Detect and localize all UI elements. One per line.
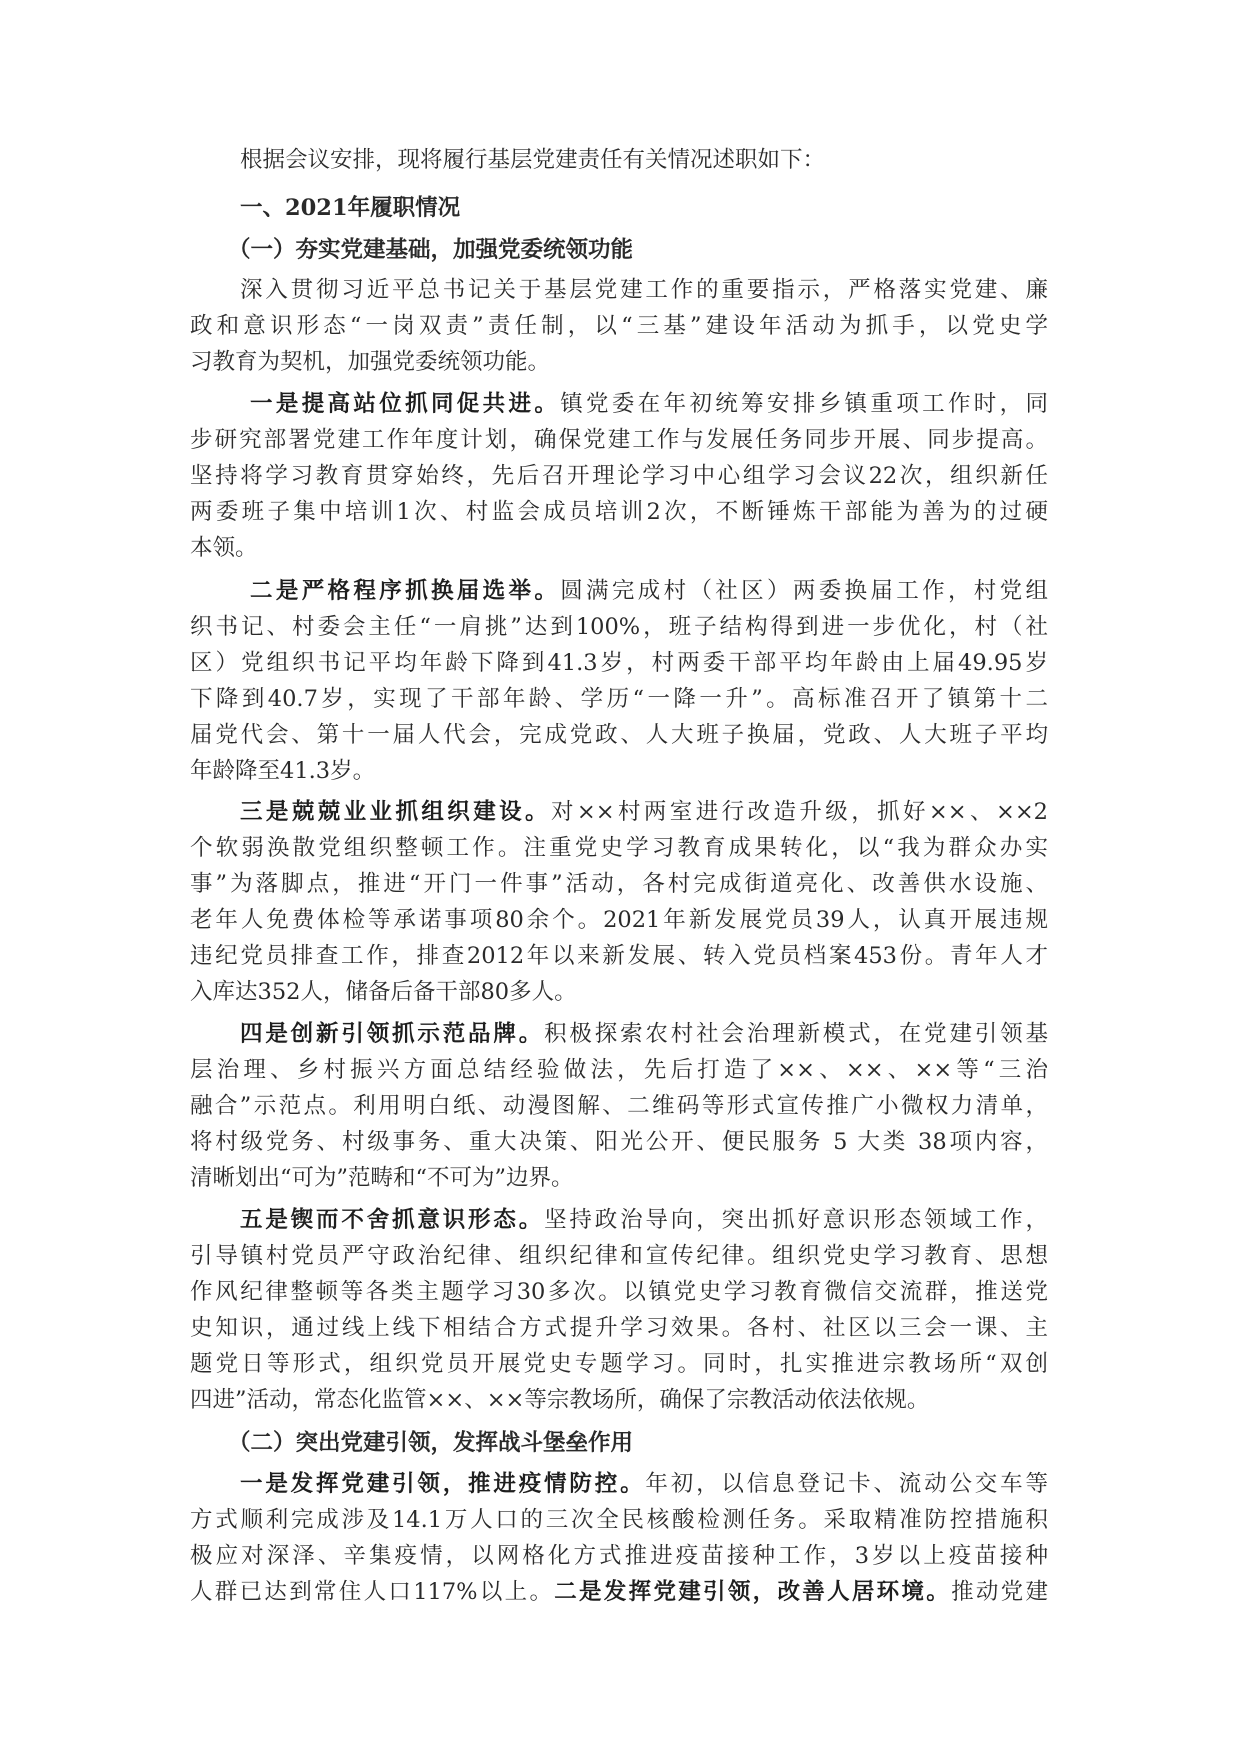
paragraph-line: 方式顺利完成涉及14.1万人口的三次全民核酸检测任务。采取精准防控措施积 — [190, 1507, 1048, 1533]
paragraph-line: 习教育为契机，加强党委统领功能。 — [190, 349, 551, 375]
paragraph-line: 个软弱涣散党组织整顿工作。注重党史学习教育成果转化，以“我为群众办实 — [190, 835, 1048, 861]
paragraph-lead: 二是发挥党建引领，改善人居环境。 — [554, 1579, 952, 1605]
paragraph-line: 层治理、乡村振兴方面总结经验做法，先后打造了××、××、××等“三治 — [190, 1057, 1048, 1083]
paragraph-line: 下降到40.7岁，实现了干部年龄、学历“一降一升”。高标准召开了镇第十二 — [190, 686, 1048, 712]
paragraph-line: 三是兢兢业业抓组织建设。对××村两室进行改造升级，抓好××、××2 — [240, 799, 1048, 825]
paragraph-line: 二是严格程序抓换届选举。圆满完成村（社区）两委换届工作，村党组 — [250, 578, 1048, 604]
paragraph-line: 深入贯彻习近平总书记关于基层党建工作的重要指示，严格落实党建、廉 — [240, 277, 1048, 303]
paragraph-line: 题党日等形式，组织党员开展党史专题学习。同时，扎实推进宗教场所“双创 — [190, 1351, 1048, 1377]
paragraph-line: 清晰划出“可为”范畴和“不可为”边界。 — [190, 1165, 574, 1191]
paragraph-line: 四进”活动，常态化监管××、××等宗教场所，确保了宗教活动依法依规。 — [190, 1387, 930, 1413]
paragraph-lead: 一是提高站位抓同促共进。 — [250, 391, 561, 417]
subsection-heading-2: （二）突出党建引领，发挥战斗堡垒作用 — [228, 1430, 634, 1456]
paragraph-lead: 二是严格程序抓换届选举。 — [250, 578, 561, 604]
section-heading-1: 一、2021年履职情况 — [240, 195, 461, 221]
paragraph-lead: 四是创新引领抓示范品牌。 — [240, 1021, 545, 1047]
paragraph-line: 年龄降至41.3岁。 — [190, 758, 376, 784]
paragraph-line: 两委班子集中培训1次、村监会成员培训2次，不断锤炼干部能为善为的过硬 — [190, 499, 1048, 525]
paragraph-line: 融合”示范点。利用明白纸、动漫图解、二维码等形式宣传推广小微权力清单， — [190, 1093, 1048, 1119]
paragraph-line: 一是发挥党建引领，推进疫情防控。年初，以信息登记卡、流动公交车等 — [240, 1471, 1048, 1497]
paragraph-line: 引导镇村党员严守政治纪律、组织纪律和宣传纪律。组织党史学习教育、思想 — [190, 1243, 1048, 1269]
paragraph-line: 将村级党务、村级事务、重大决策、阳光公开、便民服务 5 大类 38项内容， — [190, 1129, 1048, 1155]
paragraph-line: 极应对深泽、辛集疫情，以网格化方式推进疫苗接种工作，3岁以上疫苗接种 — [190, 1543, 1048, 1569]
paragraph-line: 四是创新引领抓示范品牌。积极探索农村社会治理新模式，在党建引领基 — [240, 1021, 1048, 1047]
paragraph-line: 违纪党员排查工作，排查2012年以来新发展、转入党员档案453份。青年人才 — [190, 943, 1048, 969]
paragraph-line: 织书记、村委会主任“一肩挑”达到100%，班子结构得到进一步优化，村（社 — [190, 614, 1048, 640]
paragraph-line: 事”为落脚点，推进“开门一件事”活动，各村完成街道亮化、改善供水设施、 — [190, 871, 1048, 897]
paragraph-lead: 一是发挥党建引领，推进疫情防控。 — [240, 1471, 646, 1497]
paragraph-line: 一是提高站位抓同促共进。镇党委在年初统筹安排乡镇重项工作时，同 — [250, 391, 1048, 417]
paragraph-line: 人群已达到常住人口117%以上。二是发挥党建引领，改善人居环境。推动党建 — [190, 1579, 1048, 1605]
paragraph-line: 入库达352人，储备后备干部80多人。 — [190, 979, 577, 1005]
paragraph-line: 坚持将学习教育贯穿始终，先后召开理论学习中心组学习会议22次，组织新任 — [190, 463, 1048, 489]
paragraph-line: 区）党组织书记平均年龄下降到41.3岁，村两委干部平均年龄由上届49.95岁 — [190, 650, 1048, 676]
paragraph-lead: 五是锲而不舍抓意识形态。 — [240, 1207, 545, 1233]
paragraph-line: 五是锲而不舍抓意识形态。坚持政治导向，突出抓好意识形态领域工作， — [240, 1207, 1048, 1233]
paragraph-line: 政和意识形态“一岗双责”责任制，以“三基”建设年活动为抓手，以党史学 — [190, 313, 1048, 339]
paragraph-line: 本领。 — [190, 535, 258, 561]
intro-paragraph: 根据会议安排，现将履行基层党建责任有关情况述职如下： — [240, 147, 826, 173]
subsection-heading-1: （一）夯实党建基础，加强党委统领功能 — [228, 237, 634, 263]
paragraph-line: 老年人免费体检等承诺事项80余个。2021年新发展党员39人，认真开展违规 — [190, 907, 1048, 933]
paragraph-line: 史知识，通过线上线下相结合方式提升学习效果。各村、社区以三会一课、主 — [190, 1315, 1048, 1341]
paragraph-line: 届党代会、第十一届人代会，完成党政、人大班子换届，党政、人大班子平均 — [190, 722, 1048, 748]
paragraph-line: 步研究部署党建工作年度计划，确保党建工作与发展任务同步开展、同步提高。 — [190, 427, 1048, 453]
paragraph-lead: 三是兢兢业业抓组织建设。 — [240, 799, 551, 825]
paragraph-line: 作风纪律整顿等各类主题学习30多次。以镇党史学习教育微信交流群，推送党 — [190, 1279, 1048, 1305]
